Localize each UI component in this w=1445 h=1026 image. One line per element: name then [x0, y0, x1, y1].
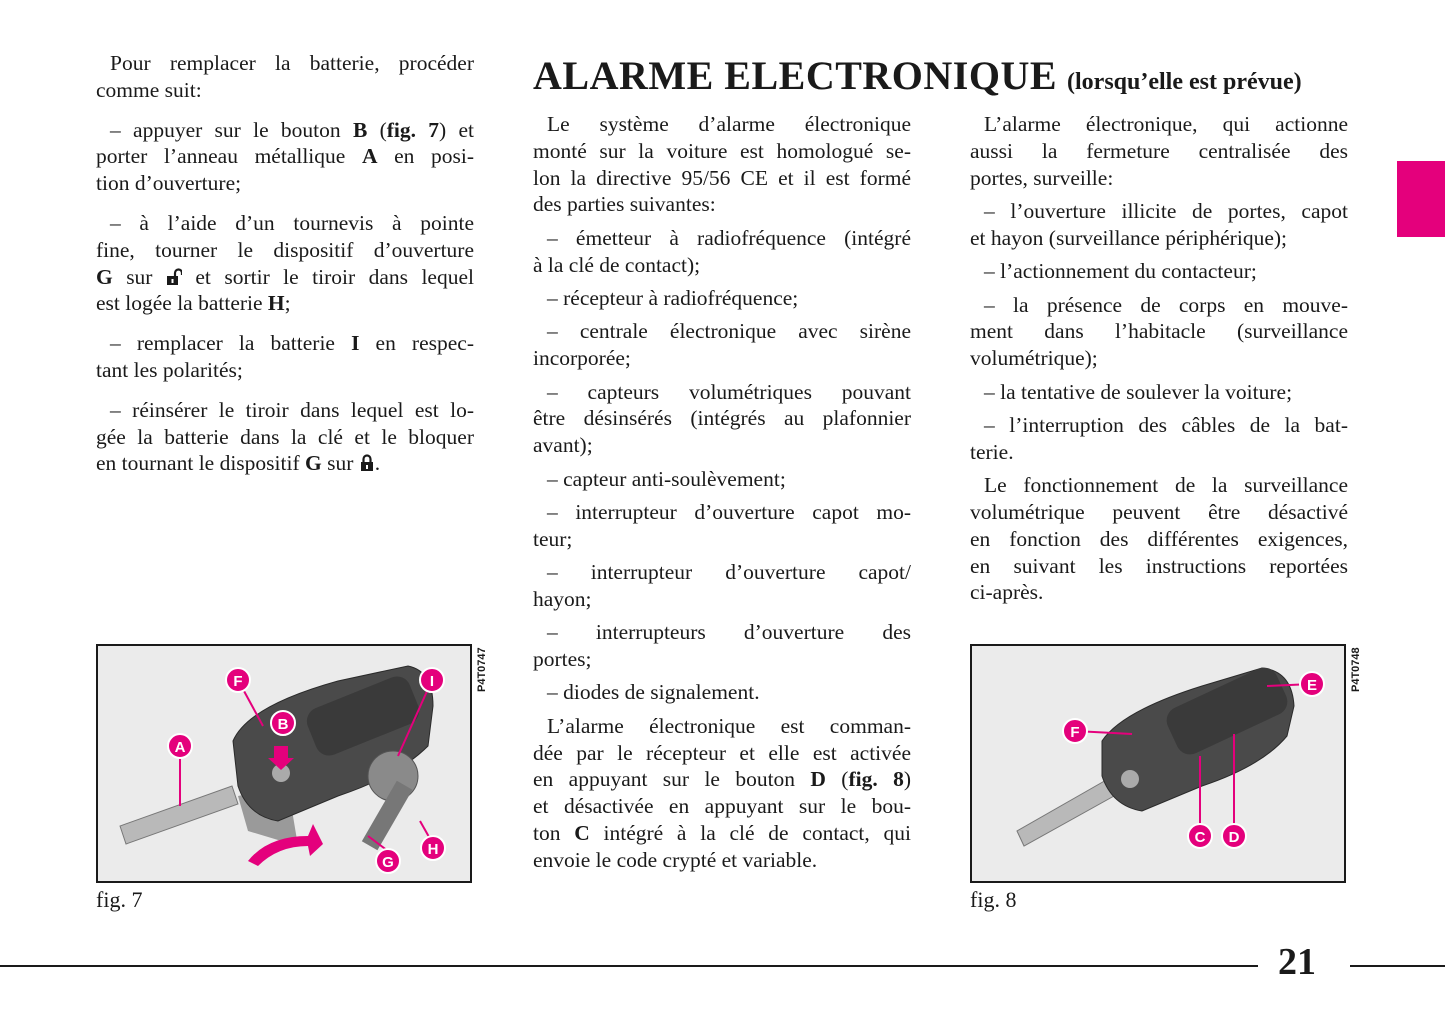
- text-segment: porter l’anneau métallique: [96, 144, 362, 169]
- paragraph: [970, 472, 1348, 606]
- bold-reference: G: [305, 451, 322, 476]
- text-segment: en appuyant sur le bouton: [533, 767, 811, 792]
- text-line: [533, 847, 911, 874]
- callout-A: [168, 734, 192, 758]
- svg-text:G: G: [382, 854, 394, 871]
- text-segment: et sortir le tiroir dans lequel: [181, 264, 474, 289]
- text-line: [970, 345, 1348, 372]
- paragraph: [970, 292, 1348, 372]
- text-line: [96, 330, 474, 357]
- title-main: ALARME ELECTRONIQUE: [533, 53, 1058, 98]
- paragraph: [533, 713, 911, 874]
- callout-F: [226, 668, 250, 692]
- svg-text:I: I: [429, 673, 435, 690]
- svg-text:F: F: [1070, 724, 1080, 741]
- text-segment: en posi-: [377, 144, 475, 169]
- bold-reference: B: [352, 117, 368, 142]
- text-segment: – la présence de corps en mouve-: [984, 292, 1348, 317]
- text-segment: volumétrique);: [970, 346, 1098, 371]
- paragraph: [533, 679, 911, 706]
- paragraph: [533, 466, 911, 493]
- text-segment: et désactivée en appuyant sur le bou-: [533, 794, 911, 819]
- text-line: [970, 553, 1348, 580]
- text-line: [970, 379, 1348, 406]
- text-segment: L’alarme électronique est comman-: [547, 713, 911, 738]
- text-line: [533, 111, 911, 138]
- text-line: [970, 318, 1348, 345]
- text-segment: fine, tourner le dispositif d’ouverture: [96, 237, 474, 262]
- text-segment: Le fonctionnement de la surveillance: [984, 473, 1348, 498]
- footer-rule-right: [1350, 965, 1445, 967]
- paragraph: [533, 499, 911, 553]
- unlock-icon: [166, 265, 182, 282]
- text-segment: monté sur la voiture est homologué se-: [533, 138, 911, 163]
- text-line: [533, 252, 911, 279]
- svg-text:A: A: [174, 739, 186, 756]
- text-line: [970, 499, 1348, 526]
- column-middle: [533, 111, 911, 880]
- text-segment: à la clé de contact);: [533, 252, 701, 277]
- svg-text:H: H: [427, 841, 439, 858]
- text-line: [970, 412, 1348, 439]
- title-subtitle: (lorsqu’elle est prévue): [1067, 69, 1302, 95]
- bold-reference: D: [810, 767, 826, 792]
- text-line: [533, 793, 911, 820]
- svg-text:B: B: [277, 716, 289, 733]
- text-segment: – remplacer la batterie: [110, 331, 352, 356]
- text-line: [970, 165, 1348, 192]
- paragraph: [96, 397, 474, 477]
- figure-8-caption: fig. 8: [970, 887, 1017, 912]
- text-segment: incorporée;: [533, 346, 631, 371]
- text-line: [533, 191, 911, 218]
- text-line: [533, 405, 911, 432]
- text-segment: Le système d’alarme électronique: [547, 112, 911, 136]
- callout-D: [1222, 824, 1246, 848]
- text-segment: – capteurs volumétriques pouvant: [547, 379, 911, 404]
- text-segment: est logée la batterie: [96, 291, 268, 316]
- text-segment: – centrale électronique avec sirène: [547, 319, 911, 344]
- paragraph: [533, 225, 911, 279]
- paragraph: [970, 258, 1348, 285]
- bold-reference: G: [96, 264, 113, 289]
- paragraph: [96, 50, 474, 104]
- text-line: [533, 345, 911, 372]
- text-line: [970, 579, 1348, 606]
- text-segment: gée la batterie dans la clé et le bloquer: [96, 424, 474, 449]
- text-line: [96, 143, 474, 170]
- text-line: [533, 679, 911, 706]
- lock-icon: [359, 451, 375, 468]
- svg-text:C: C: [1194, 829, 1206, 846]
- text-segment: lon la directive 95/56 CE et il est formé: [533, 165, 911, 190]
- callout-H: [421, 836, 445, 860]
- paragraph: [533, 318, 911, 372]
- text-segment: – diodes de signalement.: [547, 680, 760, 705]
- text-line: [533, 740, 911, 767]
- callout-E: [1300, 672, 1324, 696]
- text-line: [96, 397, 474, 424]
- text-segment: tant les polarités;: [96, 357, 243, 382]
- figure-8-code: P4T0748: [1350, 647, 1362, 692]
- text-segment: portes, surveille:: [970, 165, 1114, 190]
- text-line: [970, 292, 1348, 319]
- section-title: [533, 52, 1302, 99]
- text-line: [96, 264, 474, 291]
- text-line: [533, 225, 911, 252]
- text-line: [533, 619, 911, 646]
- text-segment: et hayon (surveillance périphérique);: [970, 225, 1287, 250]
- text-segment: teur;: [533, 526, 573, 551]
- text-segment: (: [825, 767, 849, 792]
- text-line: [970, 138, 1348, 165]
- paragraph: [533, 619, 911, 673]
- column-right: [970, 111, 1348, 613]
- figure-7-key-battery: [96, 644, 472, 883]
- text-segment: ) et: [439, 117, 474, 142]
- text-segment: – réinsérer le tiroir dans lequel est lo-: [110, 397, 474, 422]
- callout-B: [271, 711, 295, 735]
- figure-7-caption: fig. 7: [96, 887, 143, 912]
- text-line: [533, 165, 911, 192]
- page-number: 21: [1278, 941, 1316, 983]
- text-line: [533, 466, 911, 493]
- text-segment: en fonction des différentes exigences,: [970, 526, 1348, 551]
- svg-text:E: E: [1306, 677, 1318, 694]
- text-segment: hayon;: [533, 586, 592, 611]
- paragraph: [533, 111, 911, 218]
- text-segment: volumétrique peuvent être désactivé: [970, 499, 1348, 524]
- text-line: [96, 77, 474, 104]
- text-segment: en tournant le dispositif: [96, 451, 305, 476]
- text-line: [533, 713, 911, 740]
- text-segment: .: [374, 451, 381, 476]
- text-segment: (: [367, 117, 387, 142]
- text-segment: comme suit:: [96, 77, 202, 102]
- paragraph: [533, 379, 911, 459]
- text-line: [533, 586, 911, 613]
- paragraph: [96, 210, 474, 317]
- text-line: [970, 472, 1348, 499]
- key-remote-illustration: [972, 646, 1344, 881]
- text-line: [96, 450, 474, 477]
- key-battery-illustration: [98, 646, 470, 881]
- text-segment: – récepteur à radiofréquence;: [547, 285, 799, 310]
- text-line: [533, 285, 911, 312]
- text-segment: ;: [284, 291, 291, 316]
- text-line: [96, 50, 474, 77]
- figure-7-code: P4T0747: [476, 647, 488, 692]
- bold-reference: H: [267, 291, 285, 316]
- callout-F: [1063, 719, 1087, 743]
- text-segment: en respec-: [359, 331, 474, 356]
- text-segment: aussi la fermeture centralisée des: [970, 138, 1348, 163]
- section-tab-marker: [1397, 161, 1445, 237]
- text-line: [970, 198, 1348, 225]
- column-left: [96, 50, 474, 490]
- text-segment: tion d’ouverture;: [96, 171, 242, 196]
- text-segment: – l’interruption des câbles de la bat-: [984, 412, 1348, 437]
- text-segment: L’alarme électronique, qui actionne: [984, 112, 1348, 136]
- text-segment: – interrupteurs d’ouverture des: [547, 620, 911, 645]
- text-line: [533, 526, 911, 553]
- text-line: [970, 526, 1348, 553]
- text-line: [96, 290, 474, 317]
- text-segment: terie.: [970, 439, 1014, 464]
- text-line: [970, 258, 1348, 285]
- text-segment: – interrupteur d’ouverture capot/: [547, 560, 911, 585]
- text-segment: – la tentative de soulever la voiture;: [984, 379, 1293, 404]
- callout-G: [376, 849, 400, 873]
- text-segment: intégré à la clé de contact, qui: [589, 821, 911, 846]
- paragraph: [96, 117, 474, 197]
- footer-rule-left: [0, 965, 1258, 967]
- text-line: [533, 379, 911, 406]
- paragraph: [970, 412, 1348, 466]
- bold-reference: I: [351, 331, 360, 356]
- text-line: [970, 111, 1348, 138]
- text-segment: – à l’aide d’un tournevis à pointe: [110, 210, 474, 235]
- text-segment: portes;: [533, 647, 592, 672]
- callout-C: [1188, 824, 1212, 848]
- text-segment: ment dans l’habitacle (surveillance: [970, 319, 1348, 344]
- text-line: [533, 318, 911, 345]
- text-segment: dée par le récepteur et elle est activée: [533, 740, 911, 765]
- paragraph: [970, 379, 1348, 406]
- text-line: [970, 439, 1348, 466]
- text-line: [96, 357, 474, 384]
- text-line: [96, 237, 474, 264]
- bold-reference: fig. 8: [848, 767, 904, 792]
- text-segment: – capteur anti-soulèvement;: [547, 466, 786, 491]
- bold-reference: A: [361, 144, 378, 169]
- paragraph: [970, 198, 1348, 252]
- svg-text:D: D: [1228, 829, 1240, 846]
- text-line: [533, 766, 911, 793]
- text-line: [96, 117, 474, 144]
- text-line: [533, 820, 911, 847]
- paragraph: [533, 285, 911, 312]
- text-segment: – émetteur à radiofréquence (intégré: [547, 225, 911, 250]
- text-segment: avant);: [533, 433, 593, 458]
- text-line: [96, 424, 474, 451]
- text-line: [533, 559, 911, 586]
- text-segment: – l’ouverture illicite de portes, capot: [984, 198, 1348, 223]
- figure-8-key-remote: [970, 644, 1346, 883]
- callout-I: [420, 668, 444, 692]
- text-segment: en suivant les instructions reportées: [970, 553, 1348, 578]
- text-segment: Pour remplacer la batterie, procéder: [110, 51, 474, 75]
- text-line: [533, 138, 911, 165]
- text-segment: – interrupteur d’ouverture capot mo-: [547, 499, 911, 524]
- paragraph: [970, 111, 1348, 191]
- bold-reference: fig. 7: [386, 117, 440, 142]
- bold-reference: C: [574, 821, 590, 846]
- text-segment: sur: [112, 264, 166, 289]
- paragraph: [96, 330, 474, 384]
- text-segment: ci-après.: [970, 580, 1044, 605]
- text-line: [533, 499, 911, 526]
- text-segment: ): [903, 767, 911, 792]
- text-segment: sur: [321, 451, 359, 476]
- text-segment: des parties suivantes:: [533, 192, 716, 217]
- paragraph: [533, 559, 911, 613]
- text-line: [533, 646, 911, 673]
- text-line: [970, 225, 1348, 252]
- text-segment: ton: [533, 821, 575, 846]
- text-line: [96, 210, 474, 237]
- text-segment: – l’actionnement du contacteur;: [984, 259, 1257, 284]
- svg-text:F: F: [233, 673, 243, 690]
- text-segment: envoie le code crypté et variable.: [533, 847, 818, 872]
- text-segment: être désinsérés (intégrés au plafonnier: [533, 406, 911, 431]
- text-segment: – appuyer sur le bouton: [110, 117, 353, 142]
- text-line: [96, 170, 474, 197]
- text-line: [533, 432, 911, 459]
